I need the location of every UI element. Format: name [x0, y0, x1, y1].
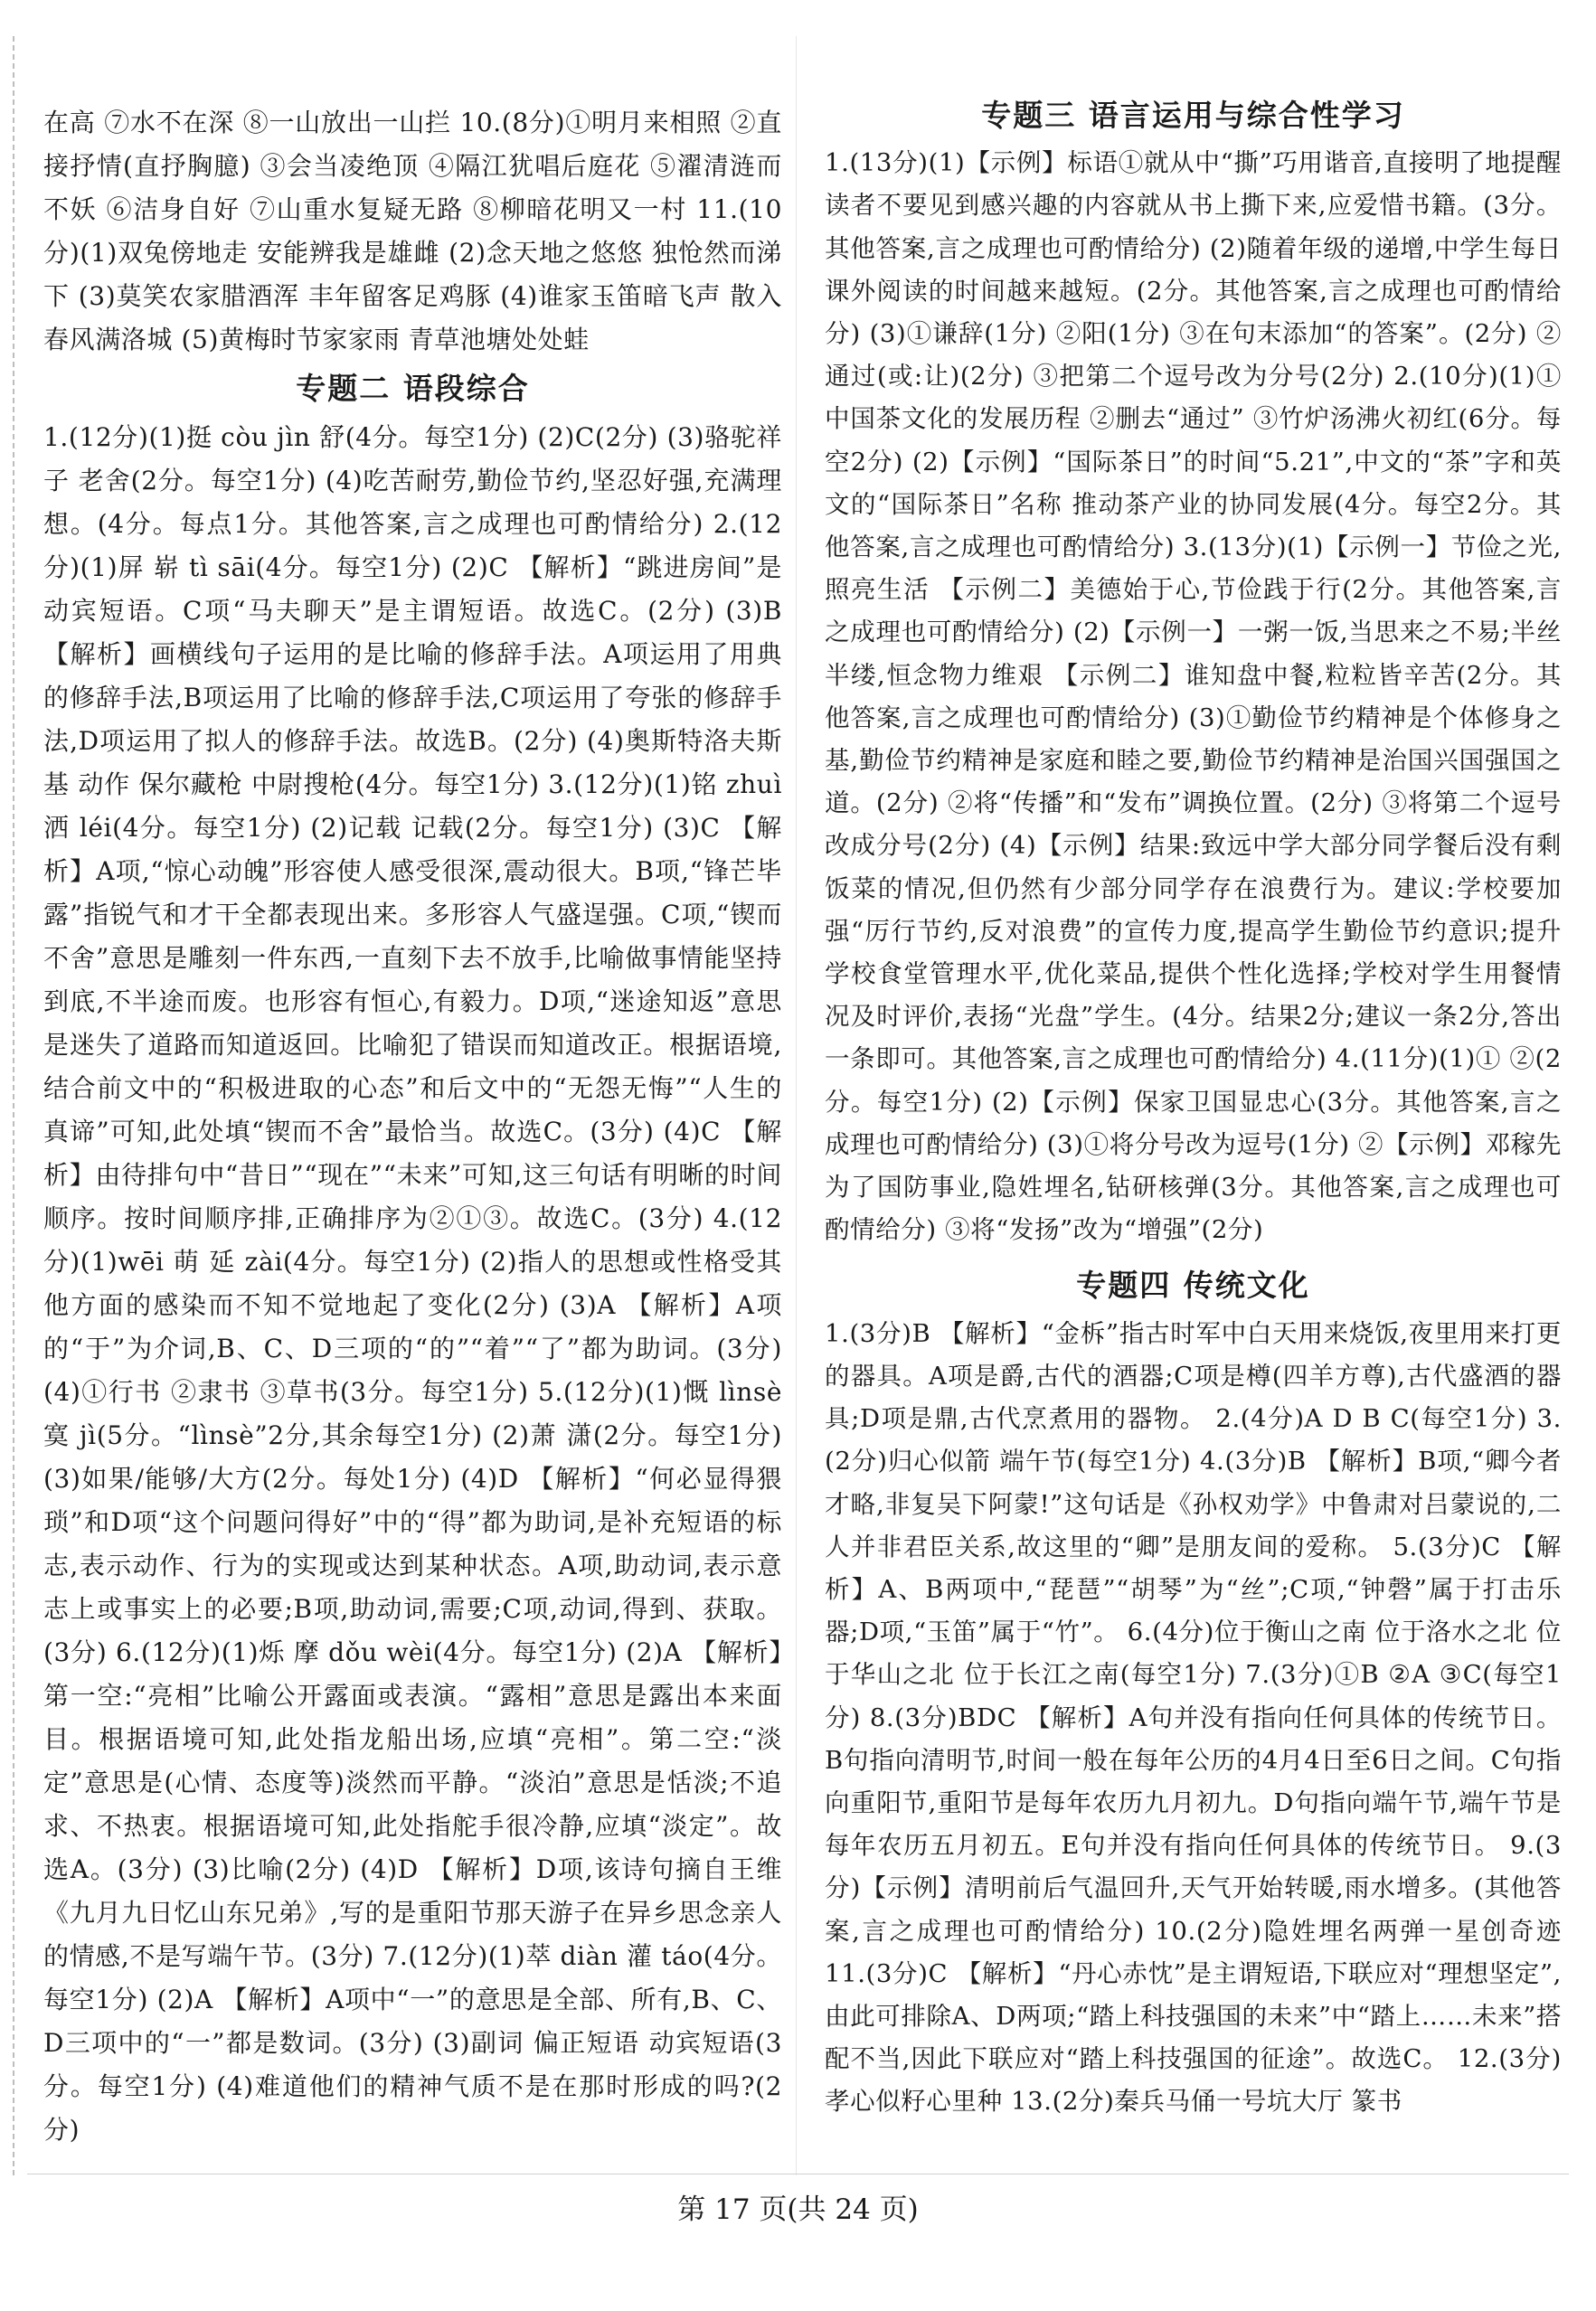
section4-answers	[825, 1313, 1562, 2124]
section4-text: 1.(3分)B 【解析】“金柝”指古时军中白天用来烧饭,夜里用来打更的器具。A项是爵,古代的酒器;C项是樽(四羊方尊),古代盛酒的器具;D项是鼎,古代烹煮用的器物。 2.(4分)A D B C(每空1分) 3.(2分)归心似箭 端午节(每空1分) 4.(3分)B 【解析】B项,“卿今者才略,非复吴下阿蒙!”这句话是《孙权劝学》中鲁肃对吕蒙说的,二人并非君臣关系,故这里的“卿”是朋友间的爱称。 5.(3分)C 【解析】A、B两项中,“琵琶”“胡琴”为“丝”;C项,“钟磬”属于打击乐器;D项,“玉笛”属于“竹”。 6.(4分)位于衡山之南 位于洛水之北 位于华山之北 位于长江之南(每空1分) 7.(3分)①B ②A ③C(每空1分) 8.(3分)BDC 【解析】A句并没有指向任何具体的传统节日。B句指向清明节,时间一般在每年公历的4月4日至6日之间。C句指向重阳节,重阳节是每年农历九月初九。D句指向端午节,端午节是每年农历五月初五。E句并没有指向任何具体的传统节日。 9.(3分)【示例】清明前后气温回升,天气开始转暖,雨水增多。(其他答案,言之成理也可酌情给分) 10.(2分)隐姓埋名两弹一星创奇迹 11.(3分)C 【解析】“丹心赤忱”是主谓短语,下联应对“理想坚定”,由此可排除A、D两项;“踏上科技强国的未来”中“踏上……未来”搭配不当,因此下联应对“踏上科技强国的征途”。故选C。 12.(3分)孝心似籽心里种 13.(2分)秦兵马俑一号坑大厅 篆书	[825, 1318, 1562, 2117]
right-column	[825, 98, 1562, 2124]
page-footer: 第 17 页(共 24 页)	[677, 2193, 919, 2226]
section2-text: 1.(12分)(1)挺 còu jìn 舒(4分。每空1分) (2)C(2分) (3)骆驼祥子 老舍(2分。每空1分) (4)吃苦耐劳,勤俭节约,坚忍好强,充满理想。(4分。每点1分。其他答案,言之成理也可酌情给分) 2.(12分)(1)屏 崭 tì sāi(4分。每空1分) (2)C 【解析】“跳进房间”是动宾短语。C项“马夫聊天”是主谓短语。故选C。(2分) (3)B 【解析】画横线句子运用的是比喻的修辞手法。A项运用了用典的修辞手法,B项运用了比喻的修辞手法,C项运用了夸张的修辞手法,D项运用了拟人的修辞手法。故选B。(2分) (4)奥斯特洛夫斯基 动作 保尔藏枪 中尉搜枪(4分。每空1分) 3.(12分)(1)铭 zhuì 洒 léi(4分。每空1分) (2)记载 记载(2分。每空1分) (3)C 【解析】A项,“惊心动魄”形容使人感受很深,震动很大。B项,“锋芒毕露”指锐气和才干全都表现出来。多形容人气盛逞强。C项,“锲而不舍”意思是雕刻一件东西,一直刻下去不放手,比喻做事情能坚持到底,不半途而废。也形容有恒心,有毅力。D项,“迷途知返”意思是迷失了道路而知道返回。比喻犯了错误而知道改正。根据语境,结合前文中的“积极进取的心态”和后文中的“无怨无悔”“人生的真谛”可知,此处填“锲而不舍”最恰当。故选C。(3分) (4)C 【解析】由待排句中“昔日”“现在”“未来”可知,这三句话有明晰的时间顺序。按时间顺序排,正确排序为②①③。故选C。(3分) 4.(12分)(1)wēi 萌 延 zài(4分。每空1分) (2)指人的思想或性格受其他方面的感染而不知不觉地起了变化(2分) (3)A 【解析】A项的“于”为介词,B、C、D三项的“的”“着”“了”都为助词。(3分) (4)①行书 ②隶书 ③草书(3分。每空1分) 5.(12分)(1)慨 lìnsè 寞 jì(5分。“lìnsè”2分,其余每空1分) (2)萧 潇(2分。每空1分) (3)如果/能够/大方(2分。每处1分) (4)D 【解析】“何必显得猥琐”和D项“这个问题问得好”中的“得”都为助词,是补充短语的标志,表示动作、行为的实现或达到某种状态。A项,助动词,表示意志上或事实上的必要;B项,助动词,需要;C项,动词,得到、获取。(3分) 6.(12分)(1)烁 摩 dǒu wèi(4分。每空1分) (2)A 【解析】第一空:“亮相”比喻公开露面或表演。“露相”意思是露出本来面目。根据语境可知,此处指龙船出场,应填“亮相”。第二空:“淡定”意思是(心情、态度等)淡然而平静。“淡泊”意思是恬淡;不追求、不热衷。根据语境可知,此处指舵手很冷静,应填“淡定”。故选A。(3分) (3)比喻(2分) (4)D 【解析】D项,该诗句摘自王维《九月九日忆山东兄弟》,写的是重阳节那天游子在异乡思念亲人的情感,不是写端午节。(3分) 7.(12分)(1)萃 diàn 灌 táo(4分。每空1分) (2)A 【解析】A项中“一”的意思是全部、所有,B、C、D三项中的“一”都是数词。(3分) (3)副词 偏正短语 动宾短语(3分。每空1分) (4)难道他们的精神气质不是在那时形成的吗?(2分)	[43, 422, 782, 2145]
intro-text: 在高 ⑦水不在深 ⑧一山放出一山拦 10.(8分)①明月来相照 ②直接抒情(直抒胸臆) ③会当凌绝顶 ④隔江犹唱后庭花 ⑤濯清涟而不妖 ⑥洁身自好 ⑦山重水复疑无路 ⑧柳暗花明又一村 11.(10分)(1)双兔傍地走 安能辨我是雄雌 (2)念天地之悠悠 独怆然而涕下 (3)莫笑农家腊酒浑 丰年留客足鸡豚 (4)谁家玉笛暗飞声 散入春风满洛城 (5)黄梅时节家家雨 青草池塘处处蛙	[43, 108, 782, 354]
section4-heading: 专题四 传统文化	[1076, 1268, 1310, 1304]
section3-text: 1.(13分)(1)【示例】标语①就从中“撕”巧用谐音,直接明了地提醒读者不要见到感兴趣的内容就从书上撕下来,应爱惜书籍。(3分。其他答案,言之成理也可酌情给分) (2)随着年级的递增,中学生每日课外阅读的时间越来越短。(2分。其他答案,言之成理也可酌情给分) (3)①谦辞(1分) ②阳(1分) ③在句末添加“的答案”。(2分) ②通过(或:让)(2分) ③把第二个逗号改为分号(2分) 2.(10分)(1)①中国茶文化的发展历程 ②删去“通过” ③竹炉汤沸火初红(6分。每空2分) (2)【示例】“国际茶日”的时间“5.21”,中文的“茶”字和英文的“国际茶日”名称 推动茶产业的协同发展(4分。每空2分。其他答案,言之成理也可酌情给分) 3.(13分)(1)【示例一】节俭之光,照亮生活 【示例二】美德始于心,节俭践于行(2分。其他答案,言之成理也可酌情给分) (2)【示例一】一粥一饭,当思来之不易;半丝半缕,恒念物力维艰 【示例二】谁知盘中餐,粒粒皆辛苦(2分。其他答案,言之成理也可酌情给分) (3)①勤俭节约精神是个体修身之基,勤俭节约精神是家庭和睦之要,勤俭节约精神是治国兴国强国之道。(2分) ②将“传播”和“发布”调换位置。(2分) ③将第二个逗号改成分号(2分) (4)【示例】结果:致远中学大部分同学餐后没有剩饭菜的情况,但仍然有少部分同学存在浪费行为。建议:学校要加强“厉行节约,反对浪费”的宣传力度,提高学生勤俭节约意识;提升学校食堂管理水平,优化菜品,提供个性化选择;学校对学生用餐情况及时评价,表扬“光盘”学生。(4分。结果2分;建议一条2分,答出一条即可。其他答案,言之成理也可酌情给分) 4.(11分)(1)① ②(2分。每空1分) (2)【示例】保家卫国显忠心(3分。其他答案,言之成理也可酌情给分) (3)①将分号改为逗号(1分) ②【示例】邓稼先为了国防事业,隐姓埋名,钻研核弹(3分。其他答案,言之成理也可酌情给分) ③将“发扬”改为“增强”(2分)	[825, 148, 1562, 1245]
left-column	[43, 101, 782, 2152]
section2-answers	[43, 416, 782, 2152]
left-margin-dashed-line	[13, 36, 14, 2175]
intro-paragraph	[43, 101, 782, 362]
section3-heading: 专题三 语言运用与综合性学习	[981, 98, 1405, 133]
section3-answers	[825, 142, 1562, 1251]
column-divider	[796, 36, 797, 2175]
section2-heading: 专题二 语段综合	[296, 371, 530, 406]
